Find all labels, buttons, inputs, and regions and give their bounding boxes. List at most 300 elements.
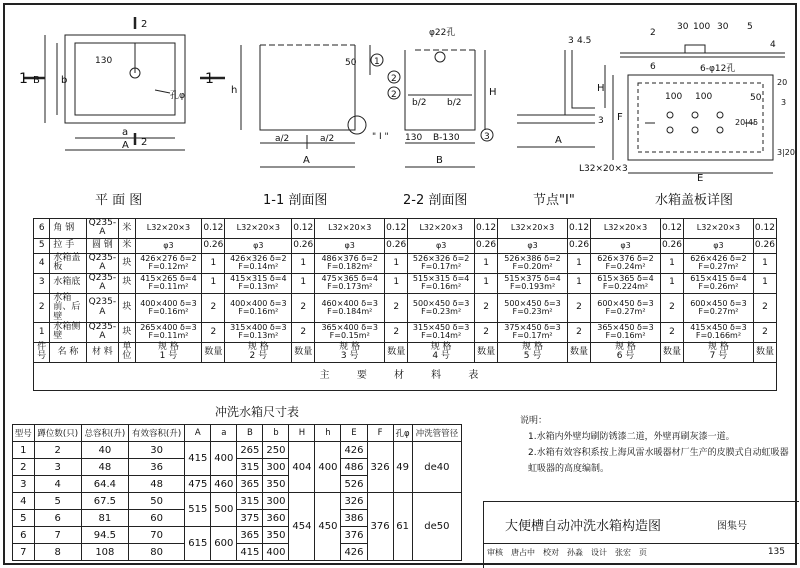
dim-E: 526: [341, 476, 367, 493]
mat-spec-label: 规 格: [430, 341, 452, 352]
mat-spec: L32×20×3: [135, 219, 202, 239]
svg-text:50: 50: [750, 93, 762, 103]
dim-hole: 49: [393, 442, 412, 493]
mat-qty: 0.12: [475, 219, 498, 239]
mat-qty: 0.12: [385, 219, 408, 239]
svg-text:a/2: a/2: [275, 134, 290, 144]
mat-spec: 626×376 δ=2 F=0.24m²: [591, 253, 661, 273]
svg-text:5: 5: [747, 22, 753, 32]
mat-unit: 块: [119, 273, 135, 293]
svg-text:4.5: 4.5: [577, 36, 592, 46]
mat-head-spec: [684, 342, 754, 362]
mat-qty: 0.26: [475, 238, 498, 253]
mat-spec: L32×20×3: [684, 219, 754, 239]
mat-head-spec: [225, 342, 292, 362]
dim-header: h: [315, 425, 341, 442]
svg-text:B: B: [436, 155, 443, 166]
dim-h: 400: [315, 442, 341, 493]
dim-b: 300: [263, 493, 289, 510]
svg-text:b/2: b/2: [412, 98, 427, 108]
dim-cell: 5: [34, 493, 81, 510]
svg-text:A: A: [122, 140, 129, 151]
mat-spec: 426×326 δ=2 F=0.14m²: [225, 253, 292, 273]
svg-text:3: 3: [598, 116, 604, 126]
mat-spec: φ3: [408, 238, 475, 253]
mat-spec: L32×20×3: [408, 219, 475, 239]
mat-qty: 1: [475, 253, 498, 273]
dim-pipe: de50: [412, 493, 461, 561]
mat-qty: 1: [292, 253, 315, 273]
mat-material: Q235-A: [86, 219, 119, 239]
mat-qty: 0.12: [292, 219, 315, 239]
mat-no: 4: [34, 253, 50, 273]
mat-spec: φ3: [684, 238, 754, 253]
mat-spec: 526×386 δ=2 F=0.20m²: [498, 253, 568, 273]
dim-a: 400: [211, 442, 237, 476]
svg-text:3|20: 3|20: [777, 148, 795, 157]
dim-E: 376: [341, 527, 367, 544]
dim-header: F: [367, 425, 393, 442]
svg-text:a/2: a/2: [320, 134, 335, 144]
dim-B: 315: [237, 459, 263, 476]
mat-qty: 0.26: [568, 238, 591, 253]
mat-qty: 2: [292, 322, 315, 342]
mat-size-label: 3 号: [340, 351, 359, 362]
mat-qty: 2: [753, 322, 776, 342]
mat-title-row: [34, 362, 777, 390]
dim-cell: 6: [34, 510, 81, 527]
note-2: 2.水箱有效容积系按上海风雷水暖器材厂生产的皮膜式自动虹吸器虹吸器的高度编制。: [528, 448, 789, 474]
dim-cell: 80: [128, 544, 184, 561]
mat-spec-label: 规 格: [522, 341, 543, 352]
dim-a: 460: [211, 476, 237, 493]
mat-spec: 265×400 δ=3 F=0.11m²: [135, 322, 202, 342]
caption-plan: 平 面 图: [95, 193, 143, 208]
dim-B: 375: [237, 510, 263, 527]
mat-no: 2: [34, 293, 50, 322]
svg-text:2: 2: [391, 74, 397, 84]
mat-qty: 1: [753, 253, 776, 273]
dim-cell: 7: [34, 527, 81, 544]
dim-header: B: [237, 425, 263, 442]
page-number: 135: [767, 547, 785, 557]
mat-qty: 1: [568, 273, 591, 293]
mat-spec: φ3: [225, 238, 292, 253]
dim-cell: 5: [13, 510, 35, 527]
mat-qty: 1: [202, 273, 225, 293]
notes-heading: 说明：: [520, 416, 548, 426]
svg-text:3: 3: [781, 98, 787, 107]
mat-spec: 460×400 δ=3 F=0.184m²: [315, 293, 385, 322]
dim-hole: 61: [393, 493, 412, 561]
mat-spec: φ3: [591, 238, 661, 253]
mat-size-label: 2 号: [249, 351, 268, 362]
mat-unit: 米: [119, 238, 135, 253]
svg-text:B-130: B-130: [433, 133, 460, 143]
dim-H: 454: [289, 493, 315, 561]
mat-head-qty: 数量: [568, 342, 591, 362]
mat-qty: 0.12: [568, 219, 591, 239]
svg-text:1: 1: [205, 71, 214, 87]
mat-material: Q235-A: [86, 253, 119, 273]
dim-pipe: de40: [412, 442, 461, 493]
mat-head-spec: [135, 342, 202, 362]
dim-b: 250: [263, 442, 289, 459]
mat-name: 水箱侧壁: [50, 322, 86, 342]
dim-cell: 4: [13, 493, 35, 510]
svg-text:30: 30: [677, 22, 689, 32]
svg-text:孔φ: 孔φ: [170, 91, 185, 101]
svg-text:H: H: [489, 87, 497, 98]
mat-qty: 2: [660, 322, 683, 342]
mat-qty: 1: [660, 253, 683, 273]
mat-name: 水箱前、后壁: [50, 293, 86, 322]
mat-qty: 2: [292, 293, 315, 322]
dim-header: 孔φ: [393, 425, 412, 442]
svg-text:6: 6: [650, 62, 656, 72]
svg-text:50: 50: [345, 58, 357, 68]
mat-no: 5: [34, 238, 50, 253]
signature-row: [483, 543, 799, 560]
svg-text:1: 1: [374, 57, 380, 67]
svg-text:1: 1: [19, 71, 28, 87]
mat-row: [34, 293, 777, 322]
mat-spec: φ3: [135, 238, 202, 253]
dim-a: 600: [211, 527, 237, 561]
mat-head-qty: 数量: [202, 342, 225, 362]
mat-qty: 0.12: [753, 219, 776, 239]
dim-header: E: [341, 425, 367, 442]
note-1: 1.水箱内外壁均刷防锈漆二道，外壁再刷灰漆一道。: [528, 432, 735, 442]
mat-spec: 486×376 δ=2 F=0.182m²: [315, 253, 385, 273]
mat-qty: 1: [568, 253, 591, 273]
dim-header: 蹲位数(只): [34, 425, 81, 442]
dim-cell: 1: [13, 442, 35, 459]
mat-name: 拉 手: [50, 238, 86, 253]
dim-cell: 50: [128, 493, 184, 510]
dim-cell: 48: [81, 459, 128, 476]
mat-spec: 365×400 δ=3 F=0.15m²: [315, 322, 385, 342]
mat-spec-label: 规 格: [708, 341, 729, 352]
dim-F: 376: [367, 493, 393, 561]
dim-header: 有效容积(升): [128, 425, 184, 442]
mat-name: 角 钢: [50, 219, 86, 239]
mat-head-row: [34, 342, 777, 362]
mat-qty: 2: [385, 293, 408, 322]
dim-header: 冲洗管管径: [412, 425, 461, 442]
mat-spec: 475×365 δ=4 F=0.173m²: [315, 273, 385, 293]
svg-text:4: 4: [770, 40, 776, 50]
dim-table-title: 冲洗水箱尺寸表: [215, 405, 300, 419]
mat-qty: 1: [202, 253, 225, 273]
svg-text:L32×20×3: L32×20×3: [579, 164, 628, 174]
dim-table: [12, 424, 462, 561]
mat-qty: 2: [475, 322, 498, 342]
mat-title: 主 要 材 料 表: [34, 362, 777, 390]
mat-size-label: 7 号: [709, 351, 728, 362]
mat-size-label: 4 号: [432, 351, 450, 362]
dim-A: 475: [185, 476, 211, 493]
signature-field: 设计: [591, 547, 607, 557]
mat-spec: 515×375 δ=4 F=0.193m²: [498, 273, 568, 293]
caption-node: 节点"I": [533, 193, 575, 208]
mat-spec-label: 规 格: [615, 341, 636, 352]
svg-text:A: A: [555, 135, 562, 146]
mat-qty: 1: [385, 253, 408, 273]
mat-no: 6: [34, 219, 50, 239]
signature-field: 孙淼: [567, 547, 583, 557]
dim-A: 615: [185, 527, 211, 561]
mat-qty: 2: [660, 293, 683, 322]
svg-text:20: 20: [777, 78, 788, 87]
mat-unit: 米: [119, 219, 135, 239]
atlas-number: 图集号: [717, 521, 747, 532]
mat-spec: L32×20×3: [591, 219, 661, 239]
mat-head-spec: [498, 342, 568, 362]
dim-b: 360: [263, 510, 289, 527]
notes: [520, 413, 795, 477]
svg-text:F: F: [617, 112, 623, 123]
svg-text:" I ": " I ": [372, 132, 389, 142]
mat-qty: 0.12: [202, 219, 225, 239]
dim-A: 415: [185, 442, 211, 476]
dim-B: 315: [237, 493, 263, 510]
dim-row: [13, 442, 462, 459]
mat-name: 水箱底: [50, 273, 86, 293]
mat-head-mat: 材 料: [86, 342, 119, 362]
dim-B: 265: [237, 442, 263, 459]
mat-spec: 526×326 δ=2 F=0.17m²: [408, 253, 475, 273]
dim-cell: 81: [81, 510, 128, 527]
dim-row: [13, 493, 462, 510]
mat-spec: 615×365 δ=4 F=0.224m²: [591, 273, 661, 293]
dim-cell: 36: [128, 459, 184, 476]
signature-field: 校对: [543, 547, 559, 557]
svg-text:H: H: [597, 83, 605, 94]
signature-field: 页: [639, 547, 647, 557]
mat-material: Q235-A: [86, 273, 119, 293]
caption-sec11: 1-1 剖面图: [263, 193, 328, 208]
mat-head-qty: 数量: [292, 342, 315, 362]
svg-text:3: 3: [568, 36, 574, 46]
dim-cell: 3: [34, 459, 81, 476]
svg-text:20|45: 20|45: [735, 118, 759, 127]
svg-text:B: B: [33, 75, 40, 86]
dim-B: 365: [237, 527, 263, 544]
mat-qty: 1: [475, 273, 498, 293]
caption-cover: 水箱盖板详图: [655, 193, 734, 208]
svg-text:a: a: [122, 127, 129, 138]
mat-size-label: 5 号: [523, 351, 542, 362]
mat-spec: 500×450 δ=3 F=0.23m²: [408, 293, 475, 322]
mat-row: [34, 238, 777, 253]
drawing-sheet: [3, 3, 797, 565]
mat-row: [34, 253, 777, 273]
mat-qty: 2: [753, 293, 776, 322]
svg-text:130: 130: [405, 133, 423, 143]
mat-qty: 0.26: [753, 238, 776, 253]
svg-text:6-φ12孔: 6-φ12孔: [700, 64, 736, 74]
mat-unit: 块: [119, 322, 135, 342]
signature-field: 唐占中: [511, 547, 535, 557]
dim-cell: 108: [81, 544, 128, 561]
mat-head-qty: 数量: [753, 342, 776, 362]
mat-row: [34, 273, 777, 293]
signature-field: 审核: [487, 547, 503, 557]
mat-qty: 0.26: [660, 238, 683, 253]
svg-text:100: 100: [695, 92, 713, 102]
mat-spec: 400×400 δ=3 F=0.16m²: [135, 293, 202, 322]
mat-spec: 415×315 δ=4 F=0.13m²: [225, 273, 292, 293]
mat-size-label: 1 号: [159, 351, 178, 362]
mat-row: [34, 219, 777, 239]
dim-cell: 4: [34, 476, 81, 493]
drawing-views: [5, 5, 799, 215]
mat-qty: 2: [568, 293, 591, 322]
mat-spec: L32×20×3: [315, 219, 385, 239]
mat-spec: 400×400 δ=3 F=0.16m²: [225, 293, 292, 322]
mat-unit: 块: [119, 253, 135, 273]
mat-head-qty: 数量: [385, 342, 408, 362]
mat-material: Q235-A: [86, 322, 119, 342]
svg-text:100: 100: [693, 22, 711, 32]
mat-head-unit: 单 位: [119, 342, 135, 362]
dim-cell: 30: [128, 442, 184, 459]
mat-spec: 365×450 δ=3 F=0.16m²: [591, 322, 661, 342]
mat-spec: φ3: [498, 238, 568, 253]
section-2-2: [388, 50, 493, 167]
dim-cell: 7: [13, 544, 35, 561]
node-detail-I: [517, 50, 605, 147]
svg-text:3: 3: [484, 132, 490, 142]
dim-b: 350: [263, 527, 289, 544]
dim-a: 500: [211, 493, 237, 527]
mat-head-qty: 数量: [660, 342, 683, 362]
dim-cell: 8: [34, 544, 81, 561]
svg-text:2: 2: [650, 28, 656, 38]
dim-cell: 2: [13, 459, 35, 476]
mat-no: 1: [34, 322, 50, 342]
mat-spec: 626×426 δ=2 F=0.27m²: [684, 253, 754, 273]
dim-header: A: [185, 425, 211, 442]
svg-text:E: E: [697, 173, 704, 184]
mat-qty: 0.12: [660, 219, 683, 239]
dim-h: 450: [315, 493, 341, 561]
mat-unit: 块: [119, 293, 135, 322]
dim-cell: 70: [128, 527, 184, 544]
svg-text:φ22孔: φ22孔: [429, 28, 456, 38]
dim-cell: 64.4: [81, 476, 128, 493]
svg-text:130: 130: [95, 56, 113, 66]
dim-header: b: [263, 425, 289, 442]
drawing-title: 大便槽自动冲洗水箱构造图: [505, 519, 662, 534]
mat-no: 3: [34, 273, 50, 293]
mat-spec: φ3: [315, 238, 385, 253]
dim-cell: 40: [81, 442, 128, 459]
dim-b: 350: [263, 476, 289, 493]
section-1-1: [241, 45, 383, 167]
mat-qty: 2: [568, 322, 591, 342]
dim-cell: 3: [13, 476, 35, 493]
dim-b: 300: [263, 459, 289, 476]
dim-header: 总容积(升): [81, 425, 128, 442]
mat-size-label: 6 号: [616, 351, 635, 362]
mat-spec: 375×450 δ=3 F=0.17m²: [498, 322, 568, 342]
dim-E: 426: [341, 442, 367, 459]
svg-text:30: 30: [717, 22, 729, 32]
mat-spec-label: 规 格: [247, 341, 269, 352]
dim-b: 400: [263, 544, 289, 561]
plan-sec-label: 2: [141, 19, 148, 30]
mat-qty: 0.26: [292, 238, 315, 253]
signature-field: 张宏: [615, 547, 631, 557]
dim-E: 486: [341, 459, 367, 476]
dim-cell: 67.5: [81, 493, 128, 510]
dim-header: a: [211, 425, 237, 442]
svg-text:2: 2: [391, 90, 397, 100]
mat-qty: 0.26: [385, 238, 408, 253]
mat-head-spec: [315, 342, 385, 362]
mat-spec-label: 规 格: [339, 341, 361, 352]
mat-qty: 2: [202, 293, 225, 322]
mat-head-name: 名 称: [50, 342, 86, 362]
mat-spec: 315×450 δ=3 F=0.14m²: [408, 322, 475, 342]
mat-qty: 1: [385, 273, 408, 293]
mat-spec: 415×450 δ=3 F=0.166m²: [684, 322, 754, 342]
dim-cell: 6: [13, 527, 35, 544]
svg-text:b/2: b/2: [447, 98, 462, 108]
mat-spec: 415×265 δ=4 F=0.11m²: [135, 273, 202, 293]
dim-A: 515: [185, 493, 211, 527]
svg-text:A: A: [303, 155, 310, 166]
svg-text:h: h: [231, 85, 238, 96]
mat-qty: 1: [292, 273, 315, 293]
mat-spec: L32×20×3: [225, 219, 292, 239]
mat-qty: 2: [202, 322, 225, 342]
mat-spec: 500×450 δ=3 F=0.23m²: [498, 293, 568, 322]
dim-cell: 94.5: [81, 527, 128, 544]
svg-text:100: 100: [665, 92, 683, 102]
mat-qty: 2: [475, 293, 498, 322]
dim-B: 415: [237, 544, 263, 561]
mat-qty: 2: [385, 322, 408, 342]
mat-spec: 600×450 δ=3 F=0.27m²: [684, 293, 754, 322]
svg-text:2: 2: [141, 137, 148, 148]
dim-cell: 2: [34, 442, 81, 459]
dim-H: 404: [289, 442, 315, 493]
mat-spec: 615×415 δ=4 F=0.26m²: [684, 273, 754, 293]
mat-qty: 1: [660, 273, 683, 293]
dim-header: H: [289, 425, 315, 442]
mat-qty: 0.26: [202, 238, 225, 253]
mat-head-spec: [591, 342, 661, 362]
dim-F: 326: [367, 442, 393, 493]
dim-cell: 48: [128, 476, 184, 493]
mat-material: 圆 钢: [86, 238, 119, 253]
dim-E: 326: [341, 493, 367, 510]
mat-head-qty: 数量: [475, 342, 498, 362]
material-table: [33, 218, 777, 391]
mat-spec: 426×276 δ=2 F=0.12m²: [135, 253, 202, 273]
mat-spec-label: 规 格: [157, 341, 179, 352]
dim-E: 426: [341, 544, 367, 561]
mat-spec: 600×450 δ=3 F=0.27m²: [591, 293, 661, 322]
dim-E: 386: [341, 510, 367, 527]
mat-spec: L32×20×3: [498, 219, 568, 239]
caption-sec22: 2-2 剖面图: [403, 193, 468, 208]
mat-name: 水箱盖板: [50, 253, 86, 273]
mat-row: [34, 322, 777, 342]
